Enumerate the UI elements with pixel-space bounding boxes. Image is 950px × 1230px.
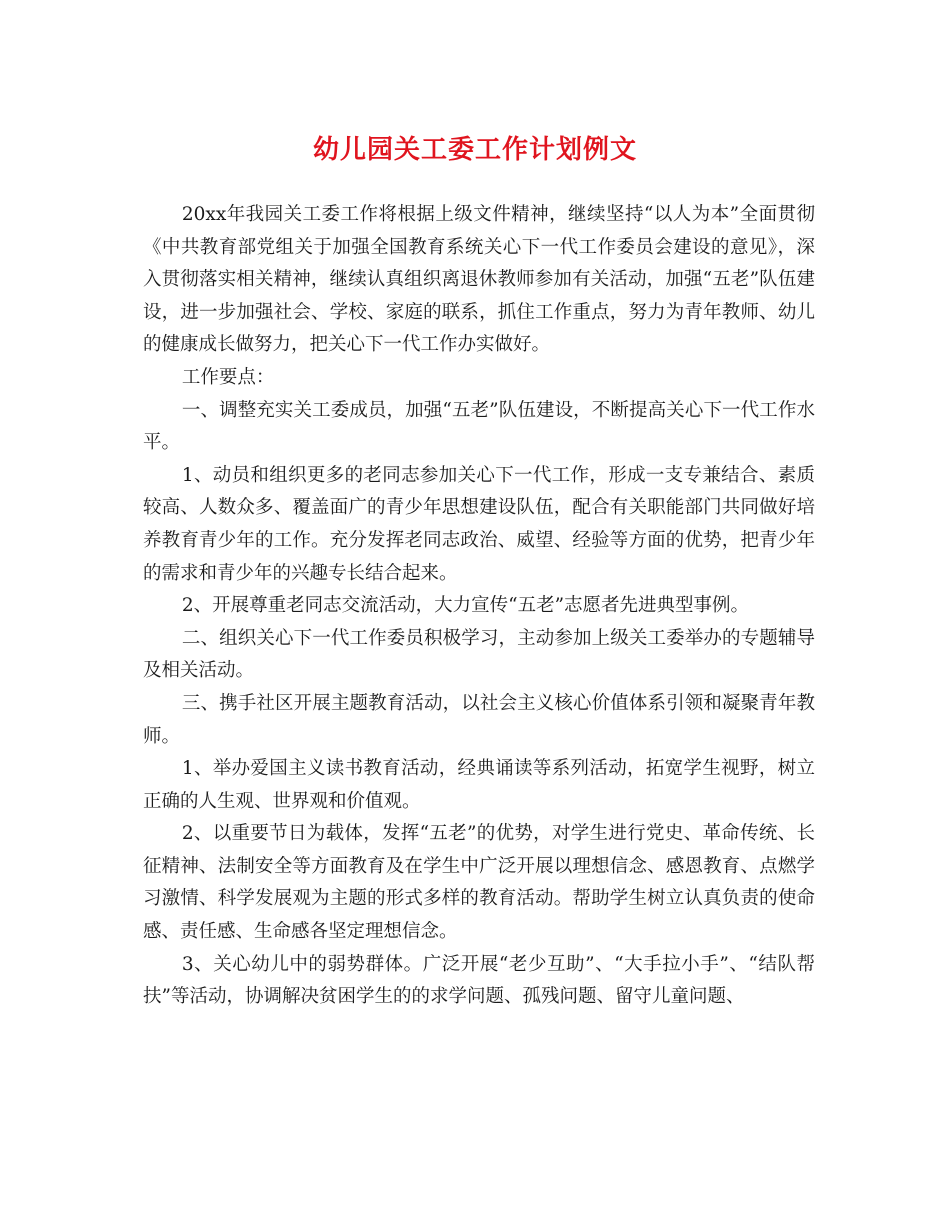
document-body [143,199,815,1014]
paragraph-section-1-item-2: 2、开展尊重老同志交流活动，大力宣传“五老”志愿者先进典型事例。 [181,595,750,617]
document-title: 幼儿园关工委工作计划例文 [312,135,637,165]
paragraph-key-points-heading: 工作要点： [181,366,275,388]
paragraph-section-3-item-3: 3、关心幼儿中的弱势群体。广泛开展“老少互助”、“大手拉小手”、“结队帮扶”等活动，协调解决贫困学生的的求学问题、孤残问题、留守儿童问题、 [143,953,815,1008]
paragraph-section-3-item-2: 2、以重要节日为载体，发挥“五老”的优势，对学生进行党史、革命传统、长征精神、法制安全等方面教育及在学生中广泛开展以理想信念、感恩教育、点燃学习激情、科学发展观为主题的形式多样的教育活动。帮助学生树立认真负责的使命感、责任感、生命感各坚定理想信念。 [143,823,815,943]
paragraph-section-1-item-1: 1、动员和组织更多的老同志参加关心下一代工作，形成一支专兼结合、素质较高、人数众多、覆盖面广的青少年思想建设队伍，配合有关职能部门共同做好培养教育青少年的工作。充分发挥老同志政治、威望、经验等方面的优势，把青少年的需求和青少年的兴趣专长结合起来。 [143,464,815,584]
paragraph-section-1: 一、调整充实关工委成员，加强“五老”队伍建设，不断提高关心下一代工作水平。 [143,399,815,454]
paragraph-intro: 20xx年我园关工委工作将根据上级文件精神，继续坚持“以人为本”全面贯彻《中共教育部党组关于加强全国教育系统关心下一代工作委员会建设的意见》，深入贯彻落实相关精神，继续认真组织离退休教师参加有关活动，加强“五老”队伍建设，进一步加强社会、学校、家庭的联系，抓住工作重点，努力为青年教师、幼儿的健康成长做努力，把关心下一代工作办实做好。 [143,204,815,356]
paragraph-section-3-item-1: 1、举办爱国主义读书教育活动，经典诵读等系列活动，拓宽学生视野，树立正确的人生观、世界观和价值观。 [143,758,815,812]
paragraph-section-2: 二、组织关心下一代工作委员积极学习，主动参加上级关工委举办的专题辅导及相关活动。 [143,627,815,682]
paragraph-section-3: 三、携手社区开展主题教育活动，以社会主义核心价值体系引领和凝聚青年教师。 [143,692,815,747]
